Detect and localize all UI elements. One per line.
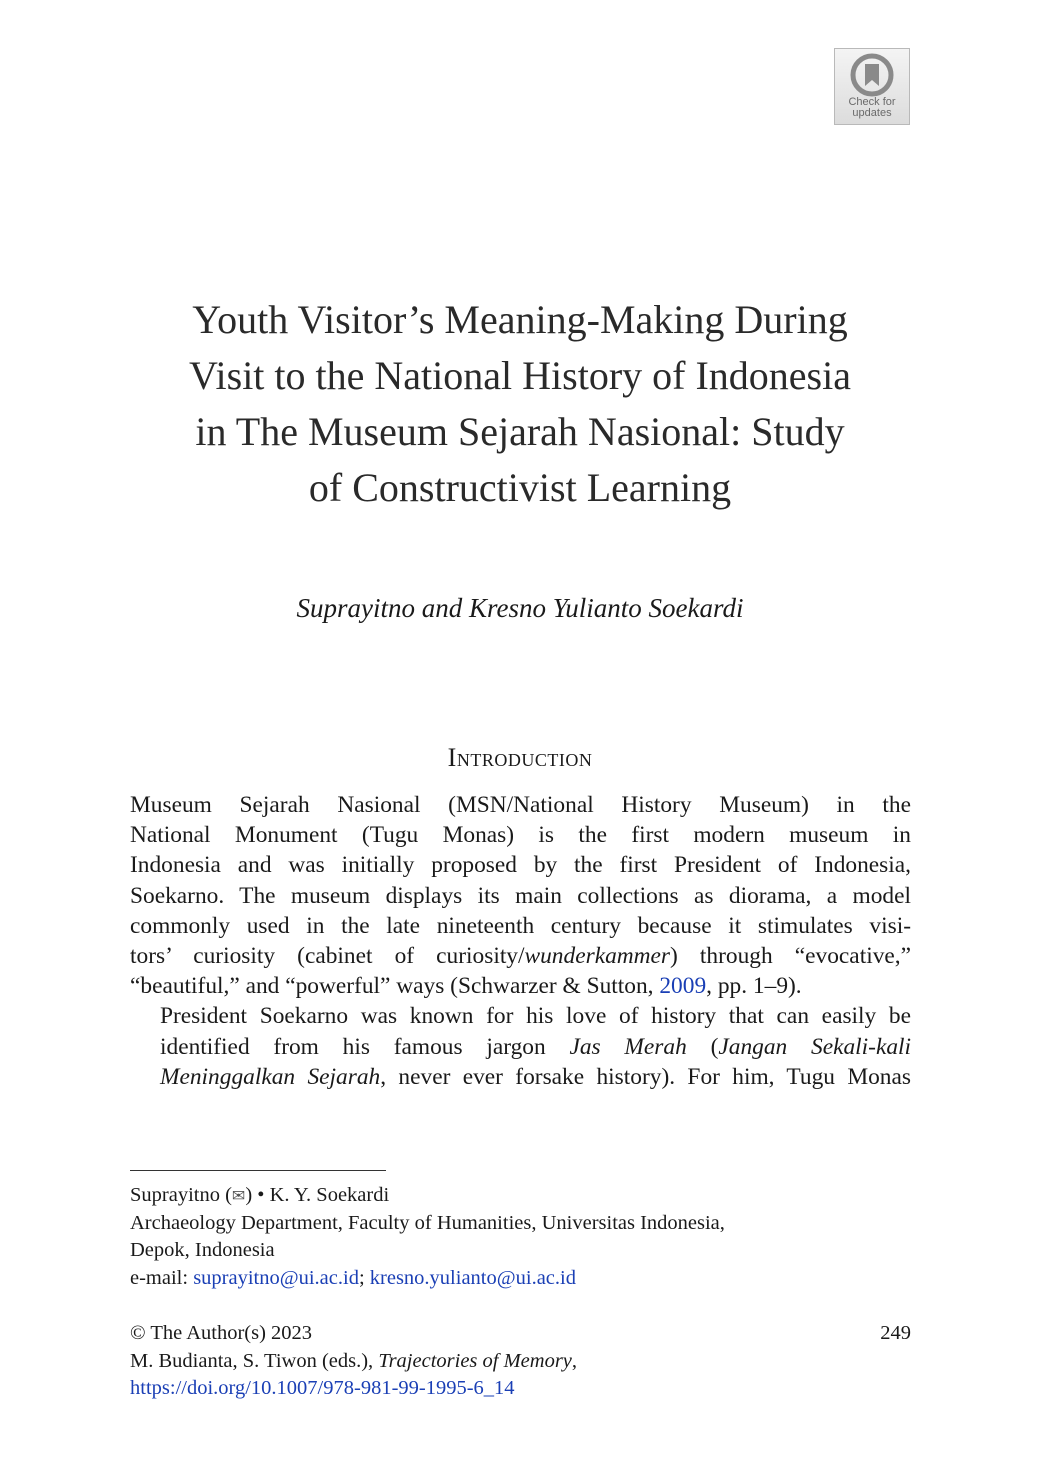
citation-link[interactable]: 2009 (659, 973, 707, 1000)
text-fragment: Suprayitno ( (130, 1184, 232, 1206)
page-title (130, 292, 910, 516)
text-fragment: ) • K. Y. Soekardi (245, 1184, 390, 1206)
text-fragment: ( (686, 1033, 719, 1060)
text-line: National Monument (Tugu Monas) is the first modern museum in (130, 822, 911, 849)
text-line (130, 941, 911, 971)
italic-term: Meninggalkan Sejarah (160, 1063, 381, 1090)
text-line: President Soekarno was known for his love of history that can easily be (160, 1003, 911, 1030)
text-line: Museum Sejarah Nasional (MSN/National History Museum) in the (130, 792, 911, 818)
book-title: Trajectories of Memory (378, 1349, 572, 1372)
footnote-authors (130, 1182, 920, 1210)
author-names: Suprayitno and Kresno Yulianto Soekardi (296, 593, 744, 623)
copyright-block (130, 1320, 911, 1403)
text-fragment: “beautiful,” and “powerful” ways (Schwarzer & Sutton, (130, 973, 660, 1000)
section-heading: Introduction (447, 743, 593, 772)
text-line (130, 1062, 911, 1092)
copyright-row (130, 1320, 911, 1348)
italic-term: wunderkammer (524, 943, 671, 970)
text-fragment: identified from his famous jargon (160, 1033, 570, 1060)
text-fragment: , never ever forsake history). For him, Tugu Monas (380, 1063, 911, 1090)
footnote-divider (130, 1170, 386, 1171)
text-line: commonly used in the late nineteenth century because it stimulates visi- (130, 912, 911, 939)
citation-line (130, 1348, 911, 1376)
title-line-2: Visit to the National History of Indonesia (189, 353, 851, 398)
paragraph-1 (130, 790, 911, 1001)
email-line (130, 1265, 920, 1293)
email-link-2[interactable]: kresno.yulianto@ui.ac.id (369, 1266, 576, 1289)
text-fragment: , (571, 1349, 578, 1372)
title-line-4: of Constructivist Learning (308, 465, 732, 510)
page-number: 249 (880, 1322, 911, 1344)
text-fragment: ; (358, 1266, 370, 1289)
italic-term: Jas Merah (569, 1033, 687, 1060)
text-fragment: , pp. 1–9). (706, 973, 802, 1000)
text-line: Soekarno. The museum displays its main collections as diorama, a model (130, 882, 911, 909)
title-line-1: Youth Visitor’s Meaning-Making During (192, 297, 848, 342)
footnote (130, 1182, 920, 1292)
text-fragment: ) through “evocative,” (670, 943, 911, 970)
badge-label-line2: updates (852, 107, 892, 119)
email-link-1[interactable]: suprayitno@ui.ac.id (193, 1266, 359, 1289)
italic-term: Jangan Sekali-kali (718, 1033, 912, 1060)
title-line-3: in The Museum Sejarah Nasional: Study (195, 409, 845, 454)
bookmark-icon (850, 53, 894, 97)
paragraph-2 (130, 1001, 911, 1092)
affiliation-line-2: Depok, Indonesia (130, 1239, 275, 1261)
text-line (130, 1032, 911, 1062)
doi-link[interactable]: https://doi.org/10.1007/978-981-99-1995-6_14 (130, 1377, 515, 1399)
text-line: Indonesia and was initially proposed by the first President of Indonesia, (130, 852, 911, 879)
envelope-icon: ✉ (231, 1186, 246, 1205)
text-fragment: tors’ curiosity (cabinet of curiosity/ (130, 943, 525, 970)
affiliation-line-1: Archaeology Department, Faculty of Humanities, Universitas Indonesia, (130, 1211, 725, 1234)
badge-label-line1: Check for (848, 96, 896, 108)
text-line (130, 971, 911, 1001)
email-label: e-mail: (130, 1266, 194, 1289)
check-for-updates-badge[interactable] (834, 48, 910, 125)
copyright-text: © The Author(s) 2023 (130, 1322, 313, 1344)
doi-line (130, 1375, 911, 1403)
body-text (130, 790, 911, 1092)
editors: M. Budianta, S. Tiwon (eds.), (130, 1349, 379, 1372)
